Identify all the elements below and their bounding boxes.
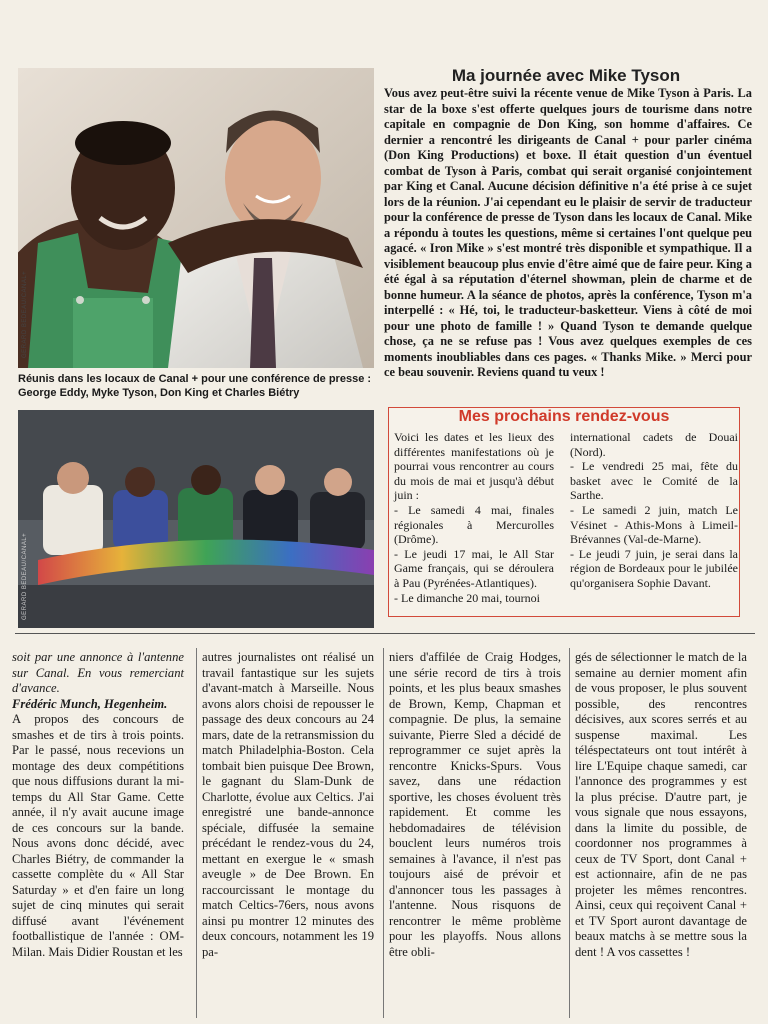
photo-press-conference: [18, 410, 374, 628]
rendezvous-item: - Le dimanche 20 mai, tournoi: [394, 590, 540, 605]
column-rule: [196, 648, 197, 1018]
column-text: niers d'affilée de Craig Hodges, une série record de tirs à trois points, et les plus beaux smashes de Brown, Kemp, Chapman et compagnie. De plus, la semaine suivante, Pierre Sled a décidé de reprogrammer ce sujet après la rencontre Knicks-Spurs. Vous savez, dans une rédaction sportive, les choses évoluent très rapidement. Et comme les hebdomadaires de télévision bouclent leurs numéros trois semaines à l'avance, il n'est pas toujours aisé de prévoir et d'annoncer tous les passages à l'antenne. Nous risquons de rencontrer le même problème pour les playoffs. Nous allons être obli-: [389, 650, 561, 959]
letter-signature: Frédéric Munch, Hegenheim.: [12, 696, 168, 711]
article-body: Vous avez peut-être suivi la récente venue de Mike Tyson à Paris. La star de la boxe s'est offerte quelques jours de tourisme dans notre capitale en compagnie de Don King, son homme d'affaires. Ce dernier a rencontré les dirigeants de Canal + pour parler cinéma (Don King Productions) et boxe. Il était question d'un éventuel combat de Tyson à Paris, combat qui serait organisé conjointement par King et Canal. Aucune décision définitive n'a été prise à ce sujet lors de la réunion. J'ai cependant eu le plaisir de servir de traducteur pour la conférence de presse de Tyson dans les locaux de Canal. Mike a répondu à toutes les questions, même si certaines l'ont quelque peu agacé. « Iron Mike » s'est montré très disponible et sympathique. Il a visiblement beaucoup plus envie d'être aimé que de faire peur. King a été égal à sa réputation d'éternel showman, plein de charme et de bonne humeur. A la séance de photos, après la conférence, Tyson m'a interpellé : « Hé, toi, le traducteur-basketteur. Viens à côté de moi pour une photo de famille ! » Quand Tyson te demande quelque chose, ça ne se refuse pas ! Vous avez quelques exemples de ces moments inoubliables dans ces pages. « Thanks Mike. » Merci pour ce beau souvenir. Reviens quand tu veux !: [384, 86, 752, 379]
rendezvous-item: - Le samedi 2 juin, match Le Vésinet - Athis-Mons à Limeil-Brévannes (Val-de-Marne).: [570, 502, 738, 547]
section-divider: [15, 633, 755, 634]
article-title: Ma journée avec Mike Tyson: [451, 66, 681, 85]
letter-closing: soit par une annonce à l'antenne sur Canal. En vous remerciant d'avance.: [12, 650, 184, 695]
column-rule: [569, 648, 570, 1018]
photo-press-conference-image: [18, 410, 374, 628]
text-column-1: [12, 650, 184, 960]
text-column-4: [575, 650, 747, 960]
rendezvous-intro: Voici les dates et les lieux des différentes manifestations où je pourrai vous rencontrer au cours du mois de mai et jusqu'à début juin :: [394, 430, 554, 503]
text-column-3: [389, 650, 561, 960]
rendezvous-title: Mes prochains rendez-vous: [458, 408, 670, 425]
rendezvous-column-left: [394, 430, 554, 605]
text-column-2: [202, 650, 374, 960]
photo-tyson-eddy-image: [18, 68, 374, 368]
rendezvous-item: - Le samedi 4 mai, finales régionales à Mercurolles (Drôme).: [394, 502, 554, 547]
photo-tyson-eddy: [18, 68, 374, 368]
column-text: autres journalistes ont réalisé un travail fantastique sur les sujets d'avant-match à Marseille. Nous avons alors choisi de repousser le passage des deux concours au 24 mars, date de la retransmission du match Philadelphia-Boston. Cela tombait bien puisque Dee Brown, le gagnant du Slam-Dunk de Charlotte, évolue aux Celtics. J'ai enregistré une bande-annonce spéciale, diffusée la semaine précédant le rendez-vous du 24, mettant en exergue le « smash aveugle » de Dee Brown. En raccourcissant le montage du match Celtics-76ers, nous avons ainsi pu montrer 12 minutes des deux concours, notamment les 19 pa-: [202, 650, 374, 959]
photo-credit-bottom: GERARD BEDEAU/CANAL+: [22, 532, 28, 620]
rendezvous-item: - Le jeudi 7 juin, je serai dans la région de Bordeaux pour le jubilée qu'organisera Sophie Davant.: [570, 546, 738, 590]
photo-credit-top: GERARD BEDEAU/CANAL+: [22, 270, 28, 358]
rendezvous-column-right: [570, 430, 738, 591]
column-text: A propos des concours de smashes et de tirs à trois points. Par le passé, nous recevions un montage des deux compétitions que nous diffusions durant la mi-temps du All Star Game. Cette année, il n'y avait aucune image de ces concours sur la bande. Nous avons donc décidé, avec Charles Biétry, de commander la cassette complète du « All Star Saturday » et d'en faire un long sujet de cinq minutes qui serait diffusé avant l'événement footballistique de l'année : OM-Milan. Mais Didier Roustan et les: [12, 712, 184, 959]
photo-caption: Réunis dans les locaux de Canal + pour une conférence de presse : George Eddy, Myke Tyson, Don King et Charles Biétry: [18, 373, 372, 399]
column-text: gés de sélectionner le match de la semaine au dernier moment afin de vous proposer, le plus souvent possible, des rencontres décisives, aux scores serrés et au suspense maximal. Les téléspectateurs ont tout intérêt à lire L'Equipe chaque samedi, car l'annonce des programmes y est la plus précise. D'autre part, je vous signale que nous essayons, dans la limite du possible, de coordonner nos programmes à ceux de TV Sport, dont Canal + est actionnaire, afin de ne pas projeter les mêmes rencontres. Ainsi, ceux qui reçoivent Canal + et TV Sport auront davantage de beaux matchs à se mettre sous la dent ! A vos cassettes !: [575, 650, 747, 959]
rendezvous-item: - Le jeudi 17 mai, le All Star Game français, qui se déroulera à Pau (Pyrénées-Atlantiques).: [394, 546, 554, 590]
rendezvous-item: - Le vendredi 25 mai, fête du basket avec le Comité de la Sarthe.: [570, 459, 738, 503]
column-rule: [383, 648, 384, 1018]
rendezvous-item: international cadets de Douai (Nord).: [570, 430, 738, 459]
